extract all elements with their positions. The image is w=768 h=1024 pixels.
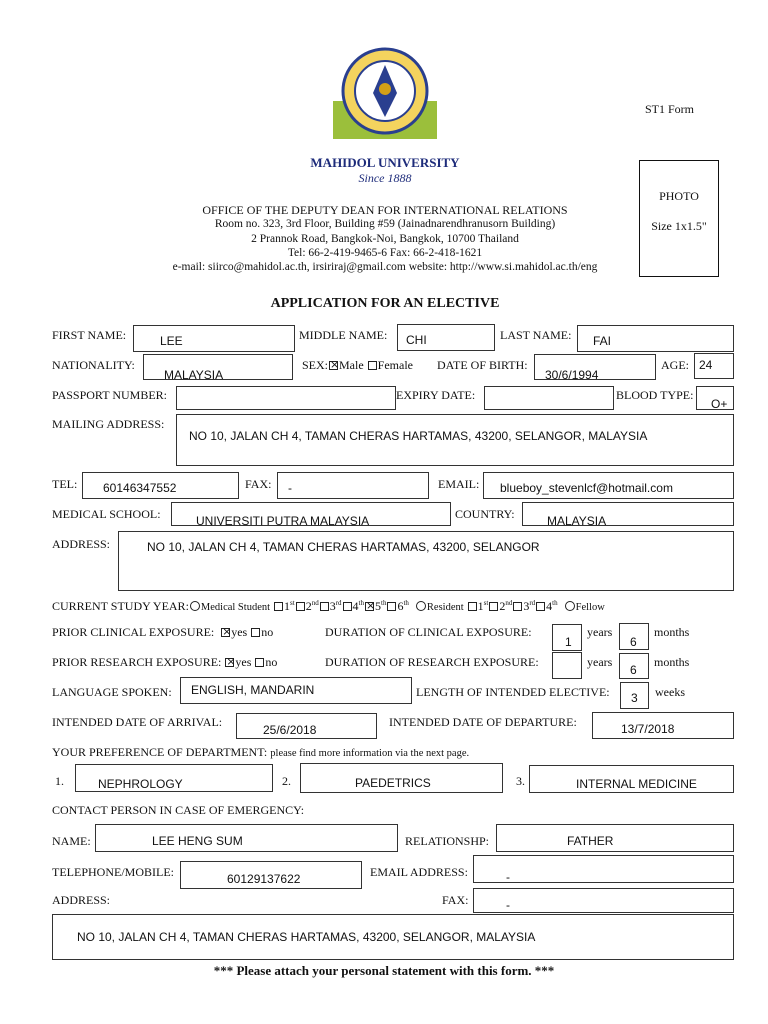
fellow-label: Fellow <box>575 602 605 613</box>
first-name-value: LEE <box>160 334 183 348</box>
footer-note: *** Please attach your personal statement with this form. *** <box>213 963 555 978</box>
departure-value: 13/7/2018 <box>621 722 675 736</box>
age-value: 24 <box>699 358 713 372</box>
duration-clinical-label: DURATION OF CLINICAL EXPOSURE: <box>325 625 532 639</box>
relationship-field[interactable] <box>496 824 734 852</box>
fellow-radio[interactable] <box>565 601 575 611</box>
email-field[interactable] <box>483 472 734 499</box>
contact-address-value: NO 10, JALAN CH 4, TAMAN CHERAS HARTAMAS, 43200, SELANGOR, MALAYSIA <box>77 930 536 944</box>
res-year1-checkbox[interactable] <box>468 602 477 611</box>
blood-label: BLOOD TYPE: <box>616 388 694 402</box>
clinical-no-label: no <box>261 625 274 639</box>
med-year4-checkbox[interactable] <box>343 602 352 611</box>
medical-student-radio[interactable] <box>190 601 200 611</box>
male-checkbox[interactable] <box>329 361 338 370</box>
sex-group <box>302 358 413 372</box>
photo-label: PHOTO <box>659 189 699 203</box>
research-yes-label: yes <box>235 655 252 669</box>
contact-fax-field[interactable] <box>473 888 734 913</box>
office-line2: 2 Prannok Road, Bangkok-Noi, Bangkok, 10700 Thailand <box>251 233 519 245</box>
nationality-value: MALAYSIA <box>164 368 224 382</box>
email-label: EMAIL: <box>438 477 480 491</box>
email-value: blueboy_stevenlcf@hotmail.com <box>500 481 673 495</box>
dob-label: DATE OF BIRTH: <box>437 358 528 372</box>
clinical-yes-checkbox[interactable] <box>221 628 230 637</box>
last-name-value: FAI <box>593 334 612 348</box>
departure-label: INTENDED DATE OF DEPARTURE: <box>389 715 577 729</box>
med-year6-checkbox[interactable] <box>387 602 396 611</box>
contact-phone-label: TELEPHONE/MOBILE: <box>52 865 174 879</box>
contact-fax-label: FAX: <box>442 893 469 907</box>
university-logo <box>333 43 437 139</box>
language-value: ENGLISH, MANDARIN <box>191 683 315 697</box>
dept1-field[interactable] <box>75 764 273 792</box>
research-months-label: months <box>654 655 690 669</box>
tel-field[interactable] <box>82 472 239 499</box>
clinical-months-label: months <box>654 625 690 639</box>
prior-research-label: PRIOR RESEARCH EXPOSURE: <box>52 655 222 669</box>
research-no-checkbox[interactable] <box>255 658 264 667</box>
school-field[interactable] <box>171 502 451 526</box>
photo-box <box>639 160 719 277</box>
female-label: Female <box>377 358 413 372</box>
country-label: COUNTRY: <box>455 507 515 521</box>
contact-email-label: EMAIL ADDRESS: <box>370 865 468 879</box>
study-year-label: CURRENT STUDY YEAR: <box>52 599 189 613</box>
mailing-label: MAILING ADDRESS: <box>52 417 165 431</box>
school-label: MEDICAL SCHOOL: <box>52 507 161 521</box>
middle-name-label: MIDDLE NAME: <box>299 328 388 342</box>
res-year3-checkbox[interactable] <box>513 602 522 611</box>
form-title: APPLICATION FOR AN ELECTIVE <box>270 296 500 311</box>
dept2-field[interactable] <box>300 763 503 793</box>
male-label: Male <box>339 358 364 372</box>
blood-value: O+ <box>711 397 728 411</box>
fax-label: FAX: <box>245 477 272 491</box>
address-label: ADDRESS: <box>52 537 111 551</box>
contact-phone-value: 60129137622 <box>227 872 301 886</box>
dept1-number: 1. <box>55 774 64 788</box>
medical-student-label: Medical Student <box>200 602 271 613</box>
prior-clinical-label: PRIOR CLINICAL EXPOSURE: <box>52 625 215 639</box>
resident-label: Resident <box>426 602 464 613</box>
med-year3-checkbox[interactable] <box>320 602 329 611</box>
fax-value: - <box>288 481 292 495</box>
clinical-years-label: years <box>587 625 613 639</box>
resident-radio[interactable] <box>416 601 426 611</box>
contact-email-field[interactable] <box>473 855 734 883</box>
country-field[interactable] <box>522 502 734 526</box>
contact-name-field[interactable] <box>95 824 398 852</box>
research-no-label: no <box>265 655 278 669</box>
dept1-value: NEPHROLOGY <box>98 777 183 791</box>
preference-note: please find more information via the next page. <box>270 748 470 759</box>
contact-email-value: - <box>506 870 510 884</box>
res-year4-checkbox[interactable] <box>536 602 545 611</box>
age-field[interactable] <box>694 353 734 379</box>
relationship-value: FATHER <box>567 834 614 848</box>
prior-research-group <box>52 655 277 669</box>
clinical-months-value: 6 <box>630 635 637 649</box>
office-title: OFFICE OF THE DEPUTY DEAN FOR INTERNATIONAL RELATIONS <box>202 203 568 217</box>
study-year-group: CURRENT STUDY YEAR: Medical Student 1st 2nd 3rd 4th× 5th 6th Resident 1st 2nd 3rd 4th Fellow <box>52 596 605 615</box>
research-months-value: 6 <box>630 663 637 677</box>
passport-field[interactable] <box>176 386 396 410</box>
dept2-number: 2. <box>282 774 291 788</box>
dept3-field[interactable] <box>529 765 734 793</box>
photo-size: Size 1x1.5" <box>651 219 707 233</box>
research-years-label: years <box>587 655 613 669</box>
tel-value: 60146347552 <box>103 481 177 495</box>
dept3-value: INTERNAL MEDICINE <box>576 777 697 791</box>
nationality-field[interactable] <box>143 354 293 380</box>
preference-group <box>52 745 469 761</box>
office-line4: e-mail: siirco@mahidol.ac.th, irsiriraj@gmail.com website: http://www.si.mahidol.ac.th/eng <box>172 261 598 273</box>
contact-address-field[interactable] <box>52 914 734 960</box>
mailing-value: NO 10, JALAN CH 4, TAMAN CHERAS HARTAMAS, 43200, SELANGOR, MALAYSIA <box>189 429 648 443</box>
expiry-label: EXPIRY DATE: <box>396 388 476 402</box>
dept3-number: 3. <box>516 774 525 788</box>
med-year5-checkbox[interactable] <box>365 602 374 611</box>
weeks-label: weeks <box>655 685 685 699</box>
contact-label: CONTACT PERSON IN CASE OF EMERGENCY: <box>52 803 305 817</box>
clinical-months-field[interactable] <box>619 623 649 650</box>
fax-field[interactable] <box>277 472 429 499</box>
university-name: MAHIDOL UNIVERSITY <box>310 155 460 170</box>
form-code: ST1 Form <box>645 102 695 116</box>
school-value: UNIVERSITI PUTRA MALAYSIA <box>196 514 370 528</box>
mailing-field[interactable] <box>176 414 734 466</box>
contact-name-value: LEE HENG SUM <box>152 834 243 848</box>
length-label: LENGTH OF INTENDED ELECTIVE: <box>416 685 610 699</box>
first-name-label: FIRST NAME: <box>52 328 127 342</box>
contact-fax-value: - <box>506 898 510 912</box>
arrival-label: INTENDED DATE OF ARRIVAL: <box>52 715 223 729</box>
last-name-field[interactable] <box>577 325 734 352</box>
office-line3: Tel: 66-2-419-9465-6 Fax: 66-2-418-1621 <box>287 247 483 259</box>
clinical-years-value: 1 <box>565 635 572 649</box>
departure-field[interactable] <box>592 712 734 739</box>
address-field[interactable] <box>118 531 734 591</box>
clinical-no-checkbox[interactable] <box>251 628 260 637</box>
length-value: 3 <box>631 691 638 705</box>
female-checkbox[interactable] <box>368 361 377 370</box>
dob-field[interactable] <box>534 354 656 380</box>
language-field[interactable] <box>180 677 412 704</box>
passport-label: PASSPORT NUMBER: <box>52 388 167 402</box>
med-year1-checkbox[interactable] <box>274 602 283 611</box>
res-year2-checkbox[interactable] <box>489 602 498 611</box>
university-since: Since 1888 <box>358 171 412 185</box>
contact-name-label: NAME: <box>52 834 91 848</box>
nationality-label: NATIONALITY: <box>52 358 135 372</box>
middle-name-field[interactable] <box>397 324 495 351</box>
arrival-field[interactable] <box>236 713 377 739</box>
blood-field[interactable] <box>696 386 734 410</box>
address-value: NO 10, JALAN CH 4, TAMAN CHERAS HARTAMAS, 43200, SELANGOR <box>147 540 540 554</box>
research-years-field[interactable] <box>552 652 582 679</box>
med-year2-checkbox[interactable] <box>296 602 305 611</box>
last-name-label: LAST NAME: <box>500 328 572 342</box>
clinical-years-field[interactable] <box>552 624 582 651</box>
length-field[interactable] <box>620 682 649 709</box>
dept2-value: PAEDETRICS <box>355 776 431 790</box>
language-label: LANGUAGE SPOKEN: <box>52 685 172 699</box>
relationship-label: RELATIONSHP: <box>405 834 490 848</box>
preference-label: YOUR PREFERENCE OF DEPARTMENT: <box>52 745 268 759</box>
middle-name-value: CHI <box>406 333 427 347</box>
office-line1: Room no. 323, 3rd Floor, Building #59 (Jainadnarendhranusorn Building) <box>214 218 556 230</box>
research-yes-checkbox[interactable] <box>225 658 234 667</box>
dob-value: 30/6/1994 <box>545 368 599 382</box>
arrival-value: 25/6/2018 <box>263 723 317 737</box>
clinical-yes-label: yes <box>231 625 248 639</box>
tel-label: TEL: <box>52 477 78 491</box>
first-name-field[interactable] <box>133 325 295 352</box>
country-value: MALAYSIA <box>547 514 607 528</box>
research-months-field[interactable] <box>619 653 649 679</box>
contact-address-label: ADDRESS: <box>52 893 111 907</box>
age-label: AGE: <box>661 358 689 372</box>
expiry-field[interactable] <box>484 386 614 410</box>
prior-clinical-group <box>52 625 273 639</box>
duration-research-label: DURATION OF RESEARCH EXPOSURE: <box>325 655 539 669</box>
sex-label: SEX: <box>302 358 329 372</box>
contact-phone-field[interactable] <box>180 861 362 889</box>
